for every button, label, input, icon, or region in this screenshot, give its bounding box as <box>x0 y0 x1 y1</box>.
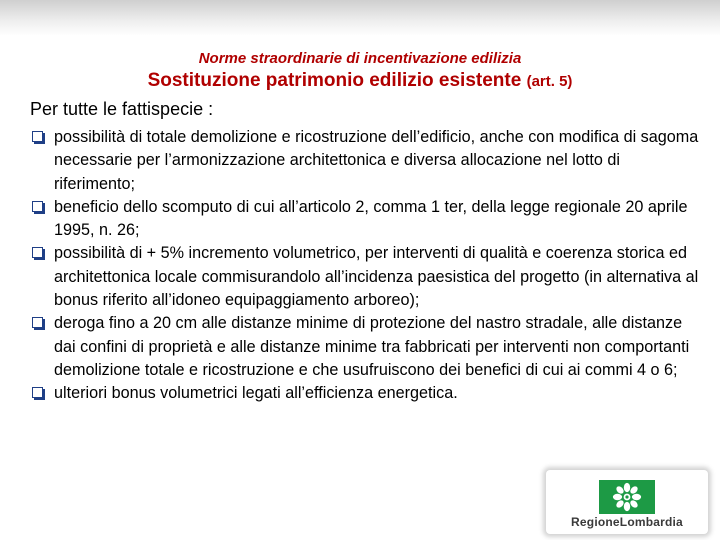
regione-lombardia-logo <box>546 470 708 534</box>
rosa-camuna-logo-icon <box>599 480 655 514</box>
checkbox-bullet-icon <box>32 317 43 328</box>
bullet-text: deroga fino a 20 cm alle distanze minime di protezione del nastro stradale, alle distanze dai confini di proprietà e alle distanze minime tra fabbricati per interventi non comportanti demolizione totale e ricostruzione e che usufruiscono dei benefici di cui ai commi 4 o 6; <box>54 314 690 379</box>
bullet-item <box>31 126 701 196</box>
bullet-text: possibilità di + 5% incremento volumetrico, per interventi di qualità e coerenza storica ed architettonica locale commisurandolo all’incidenza paesistica del progetto (in alternativa al bonus riferito all’idoneo equipaggiamento arboreo); <box>54 244 699 310</box>
bullet-text: ulteriori bonus volumetrici legati all’efficienza energetica. <box>54 384 458 403</box>
bullet-text: possibilità di totale demolizione e ricostruzione dell’edificio, anche con modifica di sagoma necessarie per l’armonizzazione architettonica e diversa allocazione nel lotto di riferimento; <box>54 128 699 193</box>
slide-pretitle: Norme straordinarie di incentivazione edilizia <box>198 50 522 67</box>
intro-text: Per tutte le fattispecie : <box>30 99 214 119</box>
slide-title-article: (art. 5) <box>526 73 573 90</box>
checkbox-bullet-icon <box>32 247 43 258</box>
bullet-text: beneficio dello scomputo di cui all’articolo 2, comma 1 ter, della legge regionale 20 aprile 1995, n. 26; <box>54 197 688 240</box>
checkbox-bullet-icon <box>32 131 43 142</box>
checkbox-bullet-icon <box>32 387 43 398</box>
bullet-item <box>31 196 701 243</box>
checkbox-bullet-icon <box>32 201 43 212</box>
slide-title-text: Sostituzione patrimonio edilizio esistente <box>147 70 522 91</box>
bullet-item <box>31 382 701 405</box>
bullet-item <box>31 312 701 382</box>
top-gradient-band <box>0 0 720 36</box>
bullet-list <box>31 126 701 406</box>
slide-title <box>0 70 720 92</box>
bullet-item <box>31 242 701 312</box>
logo-wordmark: RegioneLombardia <box>571 515 683 529</box>
